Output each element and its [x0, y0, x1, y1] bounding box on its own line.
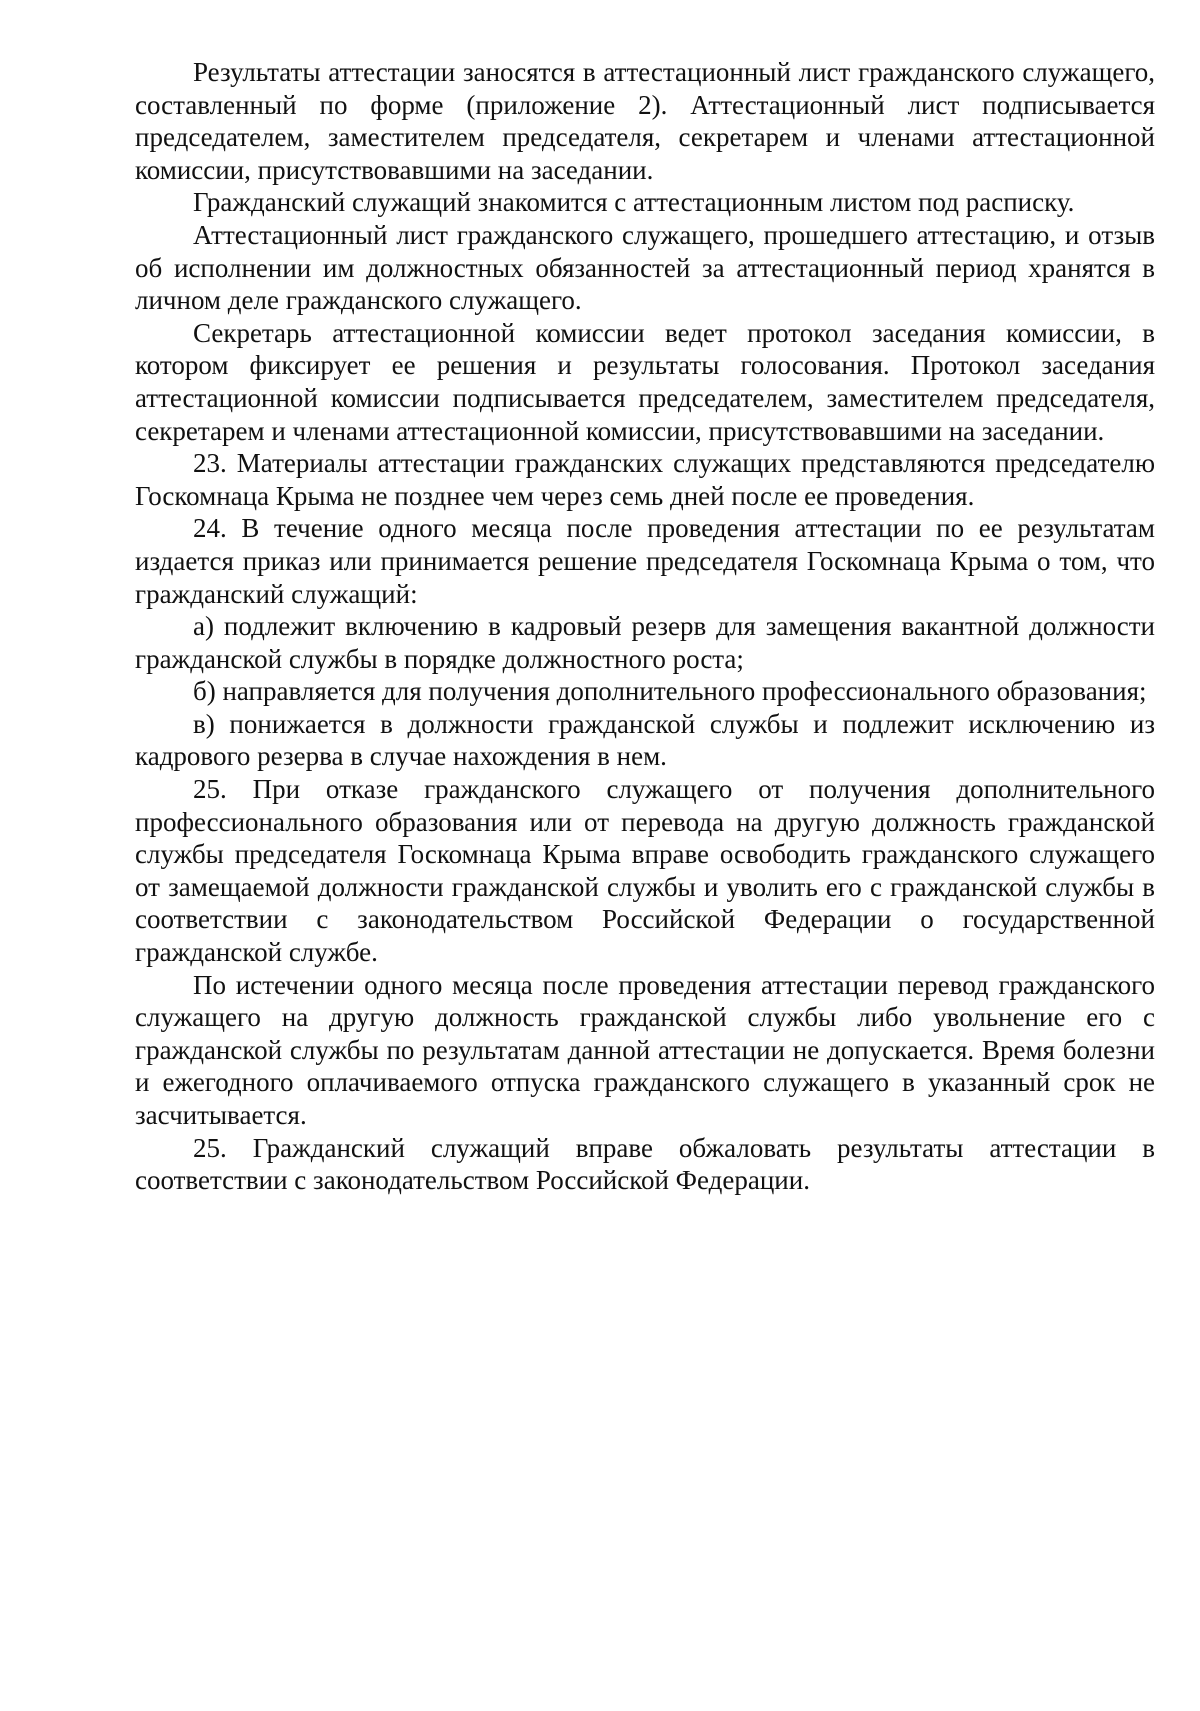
paragraph-secretary-protocol: Секретарь аттестационной комиссии ведет протокол заседания комиссии, в котором фиксирует ее решения и результаты голосования. Протокол заседания аттестационной комиссии подписывается председателем, заместителем председателя, секретарем и членами аттестационной комиссии, присутствовавшими на заседании. — [135, 317, 1155, 446]
paragraph-one-month-limit: По истечении одного месяца после проведения аттестации перевод гражданского служащего на другую должность гражданской службы либо увольнение его с гражданской службы по результатам данной аттестации не допускается. Время болезни и ежегодного оплачиваемого отпуска гражданского служащего в указанный срок не засчитывается. — [135, 969, 1155, 1130]
paragraph-personal-file: Аттестационный лист гражданского служащего, прошедшего аттестацию, и отзыв об исполнении им должностных обязанностей за аттестационный период хранятся в личном деле гражданского служащего. — [135, 219, 1155, 316]
paragraph-item-a: а) подлежит включению в кадровый резерв для замещения вакантной должности гражданской службы в порядке должностного роста; — [135, 611, 1155, 674]
paragraph-item-b: б) направляется для получения дополнительного профессионального образования; — [193, 676, 1147, 707]
paragraph-item-c: в) понижается в должности гражданской службы и подлежит исключению из кадрового резерва в случае нахождения в нем. — [135, 708, 1155, 772]
paragraph-clause-24: 24. В течение одного месяца после проведения аттестации по ее результатам издается приказ или принимается решение председателя Госкомнаца Крыма о том, что гражданский служащий: — [135, 513, 1155, 609]
document-body — [135, 56, 1155, 1197]
paragraph-clause-25: 25. При отказе гражданского служащего от получения дополнительного профессионального образования или от перевода на другую должность гражданской службы председателя Госкомнаца Крыма вправе освободить гражданского служащего от замещаемой должности гражданской службы и уволить его с гражданской службы в соответствии с законодательством Российской Федерации о государственной гражданской службе. — [135, 774, 1155, 968]
paragraph-attestation-sheet: Результаты аттестации заносятся в аттестационный лист гражданского служащего, составленный по форме (приложение 2). Аттестационный лист подписывается председателем, заместителем председателя, секретарем и членами аттестационной комиссии, присутствовавшими на заседании. — [135, 57, 1155, 185]
paragraph-clause-23: 23. Материалы аттестации гражданских служащих представляются председателю Госкомнаца Крыма не позднее чем через семь дней после ее проведения. — [135, 448, 1155, 511]
paragraph-signature-receipt: Гражданский служащий знакомится с аттестационным листом под расписку. — [193, 187, 1075, 218]
paragraph-clause-25-appeal: 25. Гражданский служащий вправе обжаловать результаты аттестации в соответствии с законодательством Российской Федерации. — [135, 1132, 1155, 1196]
